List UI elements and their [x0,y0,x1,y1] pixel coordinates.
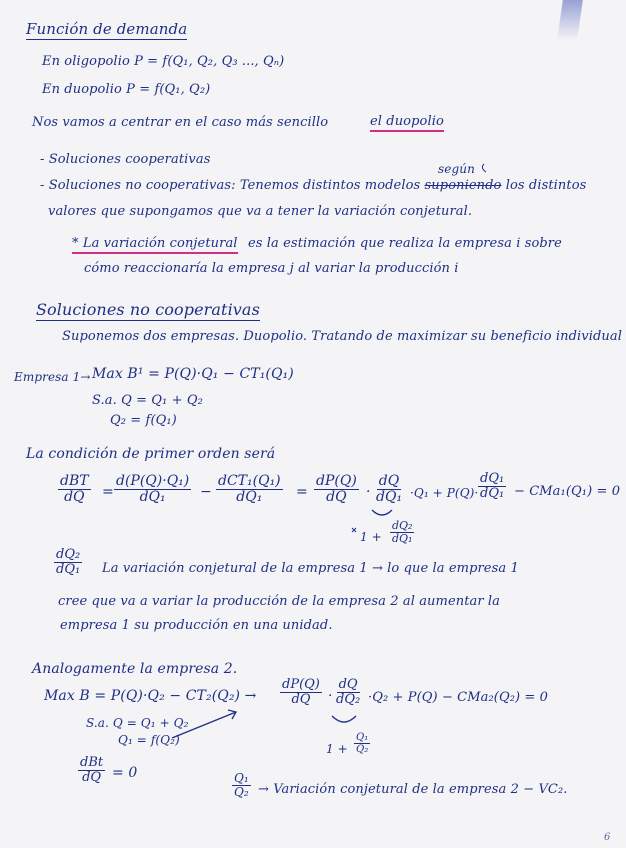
frac-dq2-dq1-small: $\frac{\text{dQ₂}}{\text{dQ₁}}$ [392,519,413,546]
line-analogamente: Analogamente la empresa 2. [32,661,238,677]
dot-2: · [328,688,333,704]
highlight-variacion-conjetural: * La variación conjetural [72,236,238,254]
line-duopolio: En duopolio P = f(Q₁, Q₂) [42,82,211,97]
equals-2: = [296,484,308,500]
sa-empresa-2: S.a. Q = Q₁ + Q₂ [86,716,189,730]
max-empresa-2: Max B = P(Q)·Q₂ − CT₂(Q₂) → [44,688,257,704]
minus-1: − [200,484,212,500]
brace-under-dq-dq2 [332,716,356,722]
q1-plus-pq: ·Q₁ + P(Q)· [410,486,479,500]
sa-empresa-2-b: Q₁ = f(Q₂) [118,733,180,747]
sa-empresa-1-b: Q₂ = f(Q₁) [110,413,177,428]
frac-dpq-dq-2: $\frac{dP(Q)}{dQ}$ [282,677,320,708]
frac-dq1-dq1: $\frac{\text{dQ₁}}{\text{dQ₁}}$ [480,471,505,502]
frac-q1-q2-small: $\frac{\text{Q₁}}{\text{Q₂}}$ [356,732,369,755]
rest-empresa-2: ·Q₂ + P(Q) − CMa₂(Q₂) = 0 [368,690,549,705]
line-condicion: La condición de primer orden será [26,446,276,462]
line-no-cooperativas: - Soluciones no cooperativas: Tenemos distintos modelos suponiendo los distintos [40,178,587,193]
line-oligopolio: En oligopolio P = f(Q₁, Q₂, Q₃ ..., Qₙ) [42,54,285,69]
arrow-sa-2-line [172,712,236,738]
cma1-eq-0: − CMa₁(Q₁) = 0 [514,484,621,499]
line-empresa-1-unidad: empresa 1 su producción en una unidad. [60,618,333,633]
line-valores: valores que supongamos que va a tener la variación conjetural. [48,204,473,219]
frac-dbt-dq: dBT dQ [60,473,89,506]
label-empresa-1: Empresa 1→ [14,370,91,384]
line-cooperativas: - Soluciones cooperativas [40,152,211,167]
asterisk-mark [352,528,356,532]
equals-zero-2: = 0 [112,765,138,781]
struck-word: suponiendo [424,178,502,193]
page-title: Función de demanda [26,20,188,38]
line-variacion-emp2: → Variación conjetural de la empresa 2 − VC₂. [258,782,568,797]
frac-q1-q2: $\frac{\text{Q₁}}{\text{Q₂}}$ [234,771,249,800]
frac-d-pq-q1: $\frac{\text{d(P(Q)·Q₁)}}{\text{dQ₁}}$ [116,473,190,506]
one-plus-2: 1 + [326,742,348,756]
sa-empresa-1: S.a. Q = Q₁ + Q₂ [92,393,203,408]
max-empresa-1: Max B¹ = P(Q)·Q₁ − CT₁(Q₁) [92,366,294,382]
frac-dq-dq1: $\frac{dQ}{\text{dQ₁}}$ [376,473,403,506]
highlight-duopolio: el duopolio [370,114,444,132]
frac-dct1: dCT₁(Q₁) dQ₁ [218,473,281,506]
insert-segun: según [438,162,475,176]
insert-caret [482,164,486,172]
brace-under-dq-dq1 [372,510,392,515]
frac-dq-dq2: $\frac{dQ}{\text{dQ₂}}$ [336,677,361,708]
line-como-reaccionaria: cómo reaccionaría la empresa j al variar la producción i [84,261,459,276]
section-heading: Soluciones no cooperativas [36,300,260,319]
dot-1: · [366,484,371,500]
page-number: 6 [604,832,611,843]
equals-1: = [102,484,114,500]
line-suponemos: Suponemos dos empresas. Duopolio. Tratando de maximizar su beneficio individual [62,329,623,344]
line-variacion-emp1: La variación conjetural de la empresa 1 → lo que la empresa 1 [102,561,519,576]
line-estimacion: es la estimación que realiza la empresa i sobre [248,236,562,251]
line-centrar: Nos vamos a centrar en el caso más sencillo [32,115,329,130]
frac-dbt-dq-2: dBt dQ [80,755,104,786]
one-plus-1: 1 + [360,530,382,544]
line-cree: cree que va a variar la producción de la empresa 2 al aumentar la [58,594,501,609]
frac-dq2-dq1: $\frac{\text{dQ₂}}{\text{dQ₁}}$ [56,547,81,578]
frac-dpq-dq: $\frac{dP(Q)}{dQ}$ [316,473,357,506]
